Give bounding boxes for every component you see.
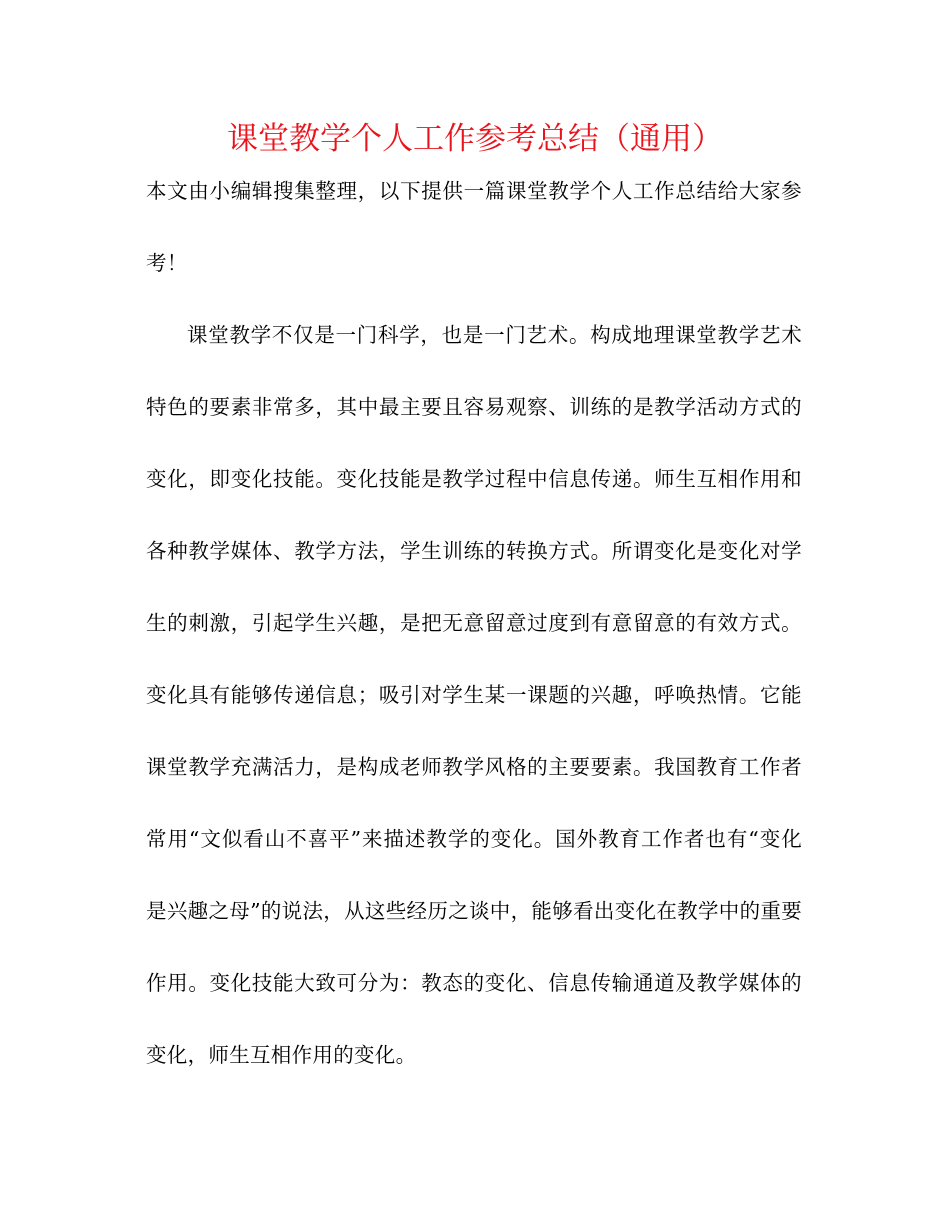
body-paragraph: 课堂教学不仅是一门科学，也是一门艺术。构成地理课堂教学艺术特色的要素非常多，其中最主要且容易观察、训练的是教学活动方式的变化，即变化技能。变化技能是教学过程中信息传递。师生互相作用和各种教学媒体、教学方法，学生训练的转换方式。所谓变化是变化对学生的刺激，引起学生兴趣，是把无意留意过度到有意留意的有效方式。变化具有能够传递信息；吸引对学生某一课题的兴趣，呼唤热情。它能课堂教学充满活力，是构成老师教学风格的主要要素。我国教育工作者常用“文似看山不喜平”来描述教学的变化。国外教育工作者也有“变化是兴趣之母”的说法，从这些经历之谈中，能够看出变化在教学中的重要作用。变化技能大致可分为：教态的变化、信息传输通道及教学媒体的变化，师生互相作用的变化。 xyxy=(146,323,802,1067)
document-title: 课堂教学个人工作参考总结（通用） xyxy=(227,121,723,157)
intro-paragraph: 本文由小编辑搜集整理，以下提供一篇课堂教学个人工作总结给大家参考！ xyxy=(146,179,802,275)
